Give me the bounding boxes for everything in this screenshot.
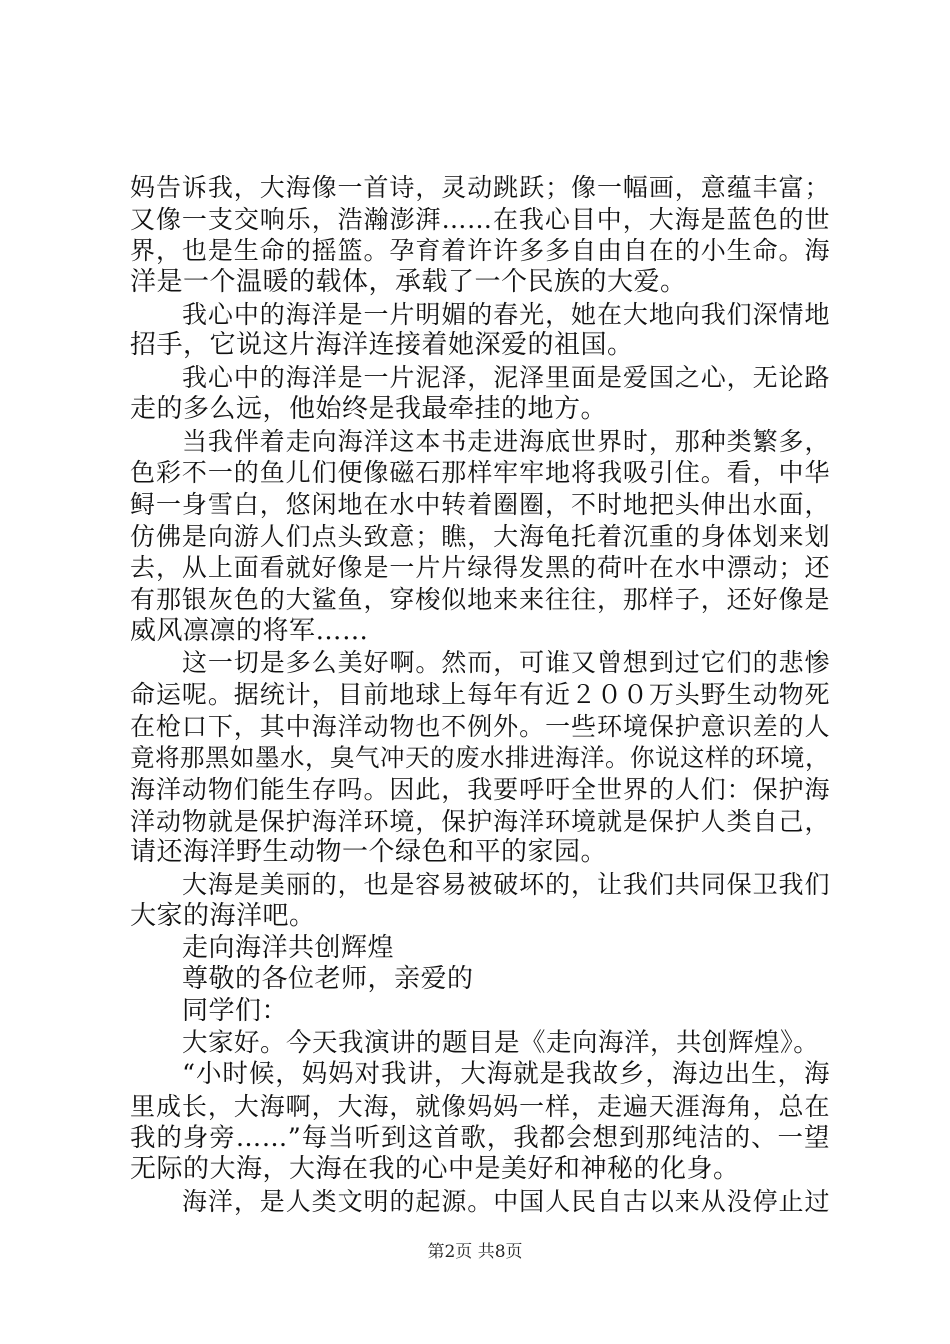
text-line: 又像一支交响乐，浩瀚澎湃……在我心目中，大海是蓝色的世	[130, 204, 830, 234]
document-body	[130, 172, 830, 1218]
text-line: 有那银灰色的大鲨鱼，穿梭似地来来往往，那样子，还好像是	[130, 584, 830, 614]
text-line: 界，也是生命的摇篮。孕育着许许多多自由自在的小生命。海	[130, 236, 830, 266]
text-line: 大海是美丽的，也是容易被破坏的，让我们共同保卫我们	[182, 870, 830, 900]
text-line: 命运呢。据统计，目前地球上每年有近２００万头野生动物死	[130, 680, 830, 709]
text-line: 里成长，大海啊，大海，就像妈妈一样，走遍天涯海角，总在	[130, 1091, 830, 1121]
text-line: 仿佛是向游人们点头致意；瞧，大海龟托着沉重的身体划来划	[130, 521, 830, 551]
text-line: 色彩不一的鱼儿们便像磁石那样牢牢地将我吸引住。看，中华	[130, 458, 830, 488]
text-line: 在枪口下，其中海洋动物也不例外。一些环境保护意识差的人	[130, 711, 830, 741]
text-line: 我的身旁……”每当听到这首歌，我都会想到那纯洁的、一望	[130, 1122, 830, 1153]
text-line: 同学们：	[182, 995, 289, 1026]
text-line: 请还海洋野生动物一个绿色和平的家园。	[130, 837, 608, 868]
text-line: 大家好。今天我演讲的题目是《走向海洋，共创辉煌》。	[182, 1027, 820, 1058]
text-line: 无际的大海，大海在我的心中是美好和神秘的化身。	[130, 1154, 740, 1185]
text-line: 威风凛凛的将军……	[130, 615, 369, 646]
text-line: 尊敬的各位老师，亲爱的	[182, 964, 474, 995]
text-line: 走向海洋共创辉煌	[182, 932, 395, 963]
text-line: 海洋，是人类文明的起源。中国人民自古以来从没停止过	[182, 1187, 830, 1216]
text-line: 我心中的海洋是一片明媚的春光，她在大地向我们深情地	[182, 299, 830, 329]
text-line: 去，从上面看就好像是一片片绿得发黑的荷叶在水中漂动；还	[130, 553, 830, 583]
text-line: 妈告诉我，大海像一首诗，灵动跳跃；像一幅画，意蕴丰富；	[130, 173, 830, 202]
text-line: 海洋动物们能生存吗。因此，我要呼吁全世界的人们：保护海	[130, 775, 830, 805]
text-line: 鲟一身雪白，悠闲地在水中转着圈圈，不时地把头伸出水面，	[130, 489, 830, 519]
text-line: 当我伴着走向海洋这本书走进海底世界时，那种类繁多，	[182, 426, 830, 456]
text-line: 这一切是多么美好啊。然而，可谁又曾想到过它们的悲惨	[182, 648, 830, 678]
text-line: 走的多么远，他始终是我最牵挂的地方。	[130, 393, 608, 424]
text-line: 洋是一个温暖的载体，承载了一个民族的大爱。	[130, 267, 687, 298]
text-line: 招手，它说这片海洋连接着她深爱的祖国。	[130, 330, 634, 361]
text-line: 大家的海洋吧。	[130, 900, 316, 931]
page-number-footer: 第2页 共8页	[427, 1242, 523, 1262]
text-line: 竟将那黑如墨水，臭气冲天的废水排进海洋。你说这样的环境，	[130, 743, 830, 773]
text-line: 我心中的海洋是一片泥泽，泥泽里面是爱国之心，无论路	[182, 363, 830, 393]
text-line: “小时候，妈妈对我讲，大海就是我故乡，海边出生，海	[182, 1059, 830, 1090]
text-line: 洋动物就是保护海洋环境，保护海洋环境就是保护人类自己，	[130, 806, 830, 836]
